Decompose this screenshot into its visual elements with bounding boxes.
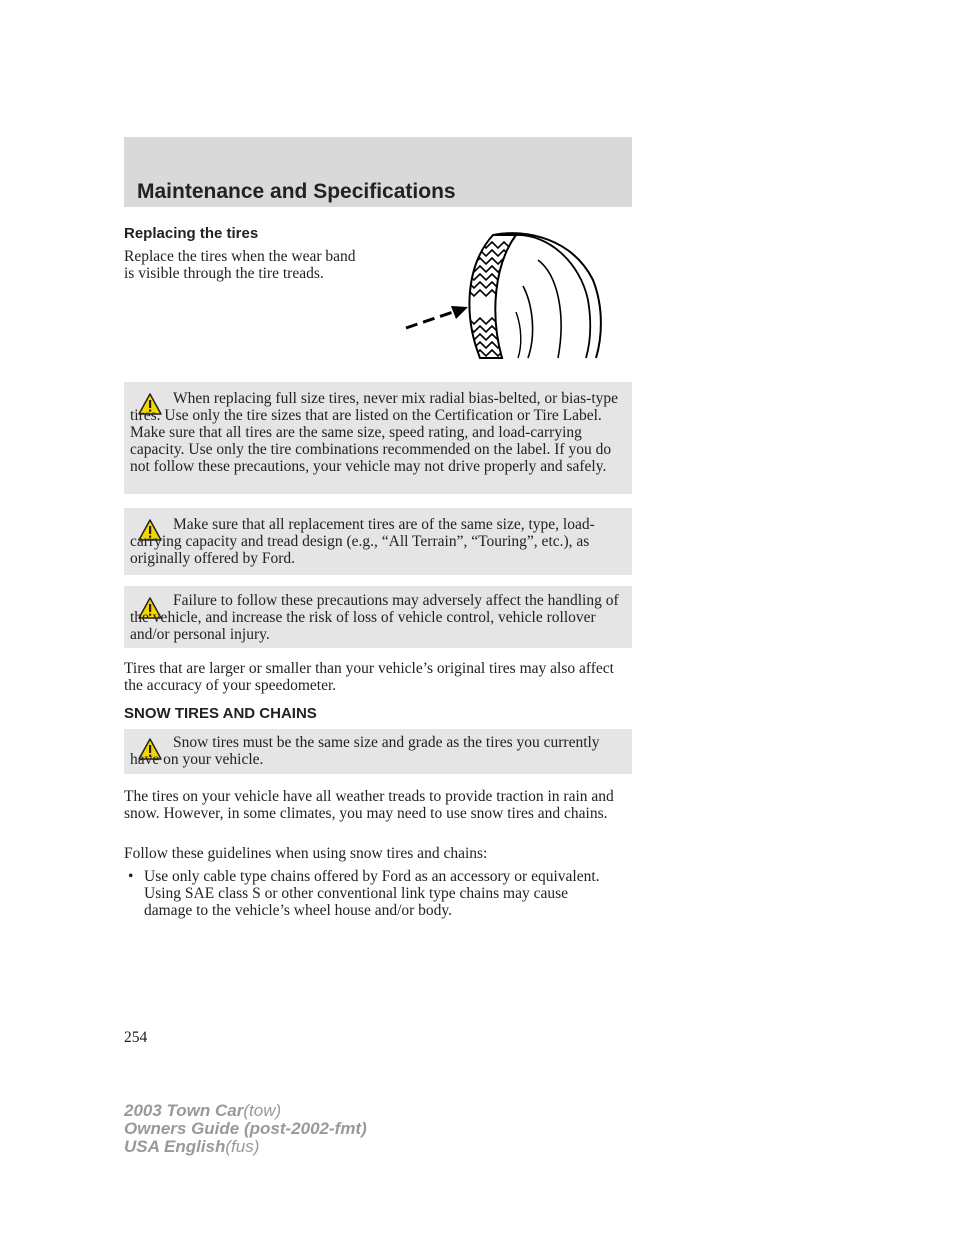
warning-text-replacement-match: Make sure that all replacement tires are of the same size, type, load-carrying capacity and tread design (e.g., “All Terrain”, “Touring”, etc.), as originally offered by Ford.: [130, 516, 595, 567]
bullet-text-cable-chains: Use only cable type chains offered by Ford as an accessory or equivalent. Using SAE class S or other conventional link type chains may cause damage to the vehicle’s wheel house and/or body.: [144, 868, 600, 919]
footer-line-language: [124, 1138, 367, 1156]
footer-model-code: (tow): [243, 1101, 282, 1120]
replacing-tires-intro: Replace the tires when the wear band is visible through the tire treads.: [124, 248, 356, 282]
footer-model-name: 2003 Town Car: [124, 1101, 244, 1120]
tire-wear-band-illustration: [398, 220, 613, 360]
document-footer: [124, 1102, 367, 1156]
snow-tires-heading: SNOW TIRES AND CHAINS: [124, 705, 317, 722]
speedometer-note: Tires that are larger or smaller than your vehicle’s original tires may also affect the accuracy of your speedometer.: [124, 660, 614, 694]
warning-text-tire-mixing: When replacing full size tires, never mix radial bias-belted, or bias-type tires. Use only the tire sizes that are listed on the Certification or Tire Label. Make sure that all tires are the same size, speed rating, and load-carrying capacity. Use only the tire combinations recommended on the label. If you do not follow these precautions, your vehicle may not drive properly and safely.: [130, 390, 619, 475]
warning-text-snow-tires: Snow tires must be the same size and grade as the tires you currently have on your vehicle.: [130, 734, 600, 768]
replacing-tires-heading: Replacing the tires: [124, 225, 259, 242]
warning-text-rollover-risk: Failure to follow these precautions may adversely affect the handling of the vehicle, and increase the risk of loss of vehicle control, vehicle rollover and/or personal injury.: [130, 592, 619, 643]
footer-line-model: [124, 1102, 367, 1120]
bullet-marker: •: [128, 868, 134, 885]
footer-language-code: (fus): [225, 1137, 260, 1156]
footer-guide-name: Owners Guide (post-2002-fmt): [124, 1119, 367, 1138]
snow-tires-paragraph: The tires on your vehicle have all weather treads to provide traction in rain and snow. However, in some climates, you may need to use snow tires and chains.: [124, 788, 614, 822]
page-number: 254: [124, 1029, 148, 1046]
footer-language-name: USA English: [124, 1137, 226, 1156]
section-title: Maintenance and Specifications: [137, 180, 456, 203]
snow-tires-guidelines-intro: Follow these guidelines when using snow tires and chains:: [124, 845, 488, 862]
